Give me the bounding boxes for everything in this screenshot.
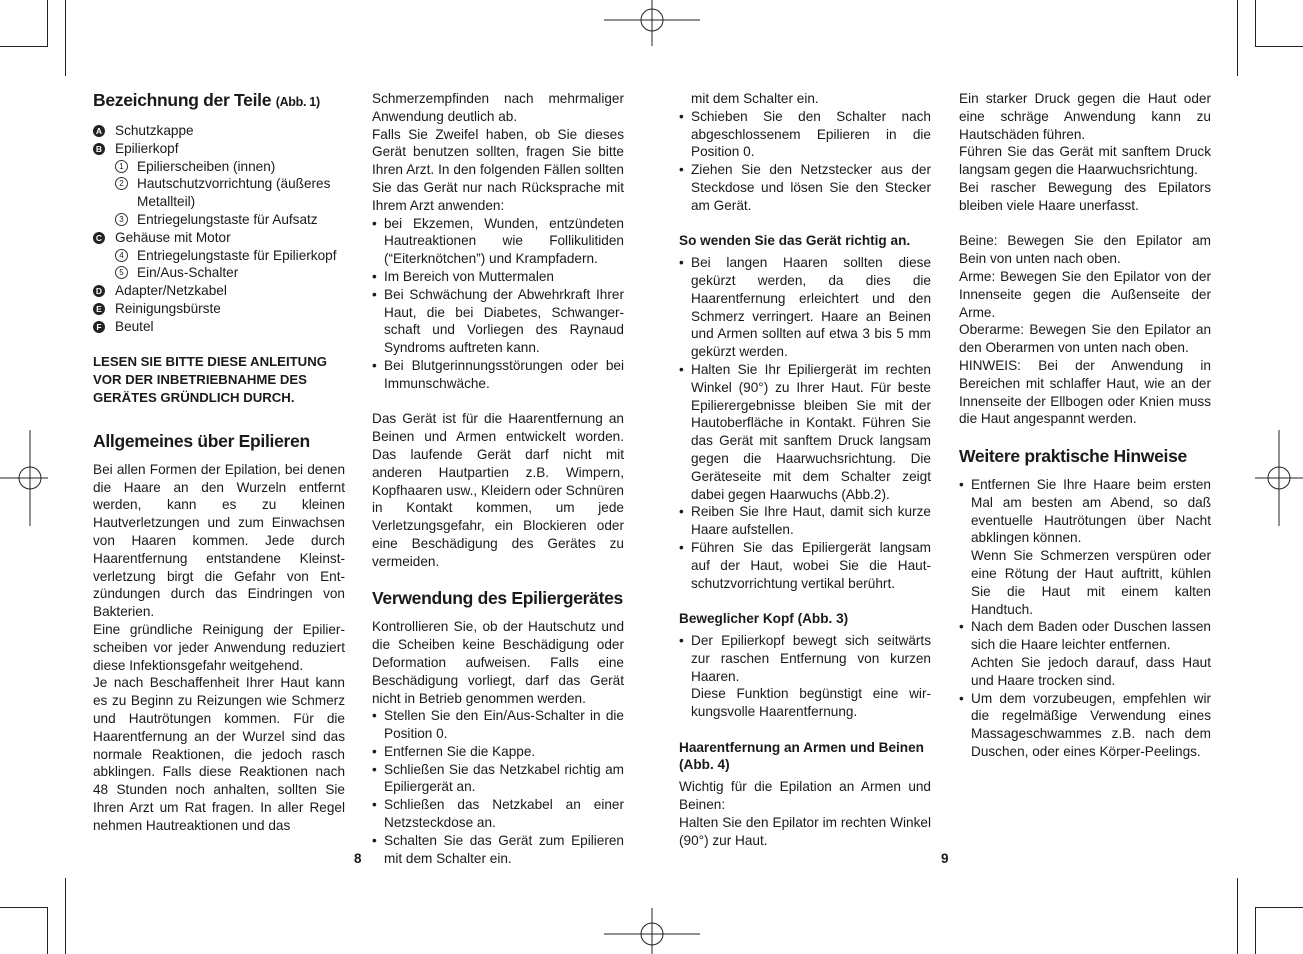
part-label: Schutzkappe (115, 123, 194, 138)
list-item: • Schalten Sie das Gerät zum Epilieren mit dem Schalter ein. (372, 832, 624, 868)
general-paragraph-2: Eine gründliche Reinigung der Epilier-scheiben vor jeder Anwendung reduziert diese Infektionsgefahr weitgehend. (93, 621, 345, 673)
paragraph: Arme: Bewegen Sie den Epilator von der Innenseite gegen die Außenseite der Arme. (959, 268, 1211, 320)
general-paragraph-3: Je nach Beschaffenheit Ihrer Haut kann es zu Beginn zu Reizungen wie Schmerz und Hautrötungen kommen. Für die Haarentfernung an der Wurzel sind das normale Reaktionen, die jedoch rasch abklingen. Falls diese Reaktionen nach 48 Stunden noch anhalten, sollten Sie Ihren Arzt um Rat fragen. In aller Regel nehmen Hautreaktionen und das (93, 675, 345, 833)
how-title: So wenden Sie das Gerät richtig an. (679, 233, 911, 249)
parts-title: Bezeichnung der Teile (Abb. 1) (93, 90, 320, 110)
registration-mark-bottom (604, 908, 700, 954)
contraindication-list (372, 215, 624, 393)
list-item: • Reiben Sie Ihre Haut, damit sich kurze Haare aufstellen. (679, 503, 931, 539)
part-label: Gehäuse mit Motor (115, 229, 231, 245)
list-item: • Schieben Sie den Schalter nach abgeschlossenem Epilieren in die Position 0. (679, 108, 931, 161)
general-title: Allgemeines über Epilieren (93, 430, 310, 451)
list-item: • Bei Blutgerinnungsstörungen oder bei Immunschwäche. (372, 357, 624, 393)
parts-list (93, 122, 345, 336)
column-4 (959, 90, 1211, 761)
paragraph: Halten Sie den Epilator im rechten Winkel (90°) zur Haut. (679, 814, 931, 848)
continued-text: mit dem Schalter ein. (691, 91, 819, 106)
list-item: • Nach dem Baden oder Duschen lassen sich die Haare leichter entfernen. Achten Sie jedoch darauf, dass Haut und Haare trocken sind. (959, 618, 1211, 689)
list-item: • Schließen das Netzkabel an einer Netzsteckdose an. (372, 796, 624, 832)
list-item: • Im Bereich von Muttermalen (372, 268, 624, 286)
paragraph: Beine: Bewegen Sie den Epilator am Bein von unten nach oben. (959, 233, 1211, 267)
column-1 (93, 90, 345, 834)
part-label: Entriegelungstaste für Epilierkopf (137, 247, 337, 263)
tips-title: Weitere praktische Hinweise (959, 445, 1187, 466)
letter-badge: B (93, 143, 105, 155)
paragraph: Oberarme: Bewegen Sie den Epilator an den Oberarmen von unten nach oben. (959, 322, 1211, 356)
parts-list-item (93, 318, 345, 336)
part-label: Adapter/Netzkabel (115, 283, 227, 299)
use-steps-list (372, 707, 624, 867)
number-circle: 4 (115, 249, 128, 262)
list-item: • bei Ekzemen, Wunden, entzündeten Hautreaktionen wie Follikulitiden (“Eiterknötchen”) und Krampfadern. (372, 215, 624, 268)
list-item: • Entfernen Sie die Kappe. (372, 743, 624, 761)
part-label: Epilierkopf (115, 140, 179, 156)
paragraph: Schmerzempfinden nach mehrmaliger Anwendung deutlich ab. (372, 91, 624, 124)
parts-list-item (93, 211, 345, 229)
list-item: • Bei langen Haaren sollten diese gekürzt werden, da dies die Haarentfernung erleichtert und den Schmerz verringert. Haare an Beinen und Armen sollten auf etwa 3 bis 5 mm gekürzt werden. (679, 254, 931, 361)
part-label: Beutel (115, 318, 154, 334)
head-title: Beweglicher Kopf (Abb. 3) (679, 611, 849, 627)
column-3 (679, 90, 931, 849)
tips-list (959, 476, 1211, 761)
list-item: • Halten Sie Ihr Epiliergerät im rechten Winkel (90°) zu Ihrer Haut. Für beste Epilierergebnisse bleiben Sie mit der Hautoberfläche in Kontakt. Führen Sie das Gerät mit sanftem Druck langsam gegen die Haarwuchsrichtung. Die Geräteseite mit dem Schalter zeigt dabei gegen Haarwuchs (Abb.2). (679, 361, 931, 503)
registration-mark-left (0, 430, 48, 526)
paragraph: Bei rascher Bewegung des Epilators bleiben viele Haare unerfasst. (959, 179, 1211, 213)
arms-title: Haarentfernung an Armen und Beinen (Abb. 4) (679, 739, 924, 773)
list-item: • Bei Schwächung der Abwehrkraft Ihrer Haut, die bei Diabetes, Schwanger-schaft und Vorliegen des Raynaud Syndroms auftreten kann. (372, 286, 624, 357)
paragraph: HINWEIS: Bei der Anwendung in Bereichen mit schlaffer Haut, wie an der Innenseite der Ellbogen oder Knien muss die Haut angespannt werden. (959, 357, 1211, 427)
part-label: Hautschutzvorrichtung (äußeres Metallteil) (137, 176, 331, 210)
paragraph: Ein starker Druck gegen die Haut oder eine schräge Anwendung kann zu Hautschäden führen. (959, 91, 1211, 142)
paragraph: Das Gerät ist für die Haarentfernung an Beinen und Armen entwickelt worden. Das laufende Gerät darf nicht mit anderen Hautpartien z.B. Wimpern, Kopfhaaren usw., Kleidern oder Schnüren in Kontakt kommen, um jede Verletzungsgefahr, ein Blockieren oder eine Beschädigung des Gerätes zu vermeiden. (372, 411, 624, 569)
parts-list-item (93, 158, 345, 176)
part-label: Entriegelungstaste für Aufsatz (137, 211, 318, 227)
parts-list-item (93, 300, 345, 318)
parts-list-item (93, 175, 345, 211)
registration-mark-top (604, 0, 700, 46)
list-item: • Stellen Sie den Ein/Aus-Schalter in die Position 0. (372, 707, 624, 743)
parts-list-item (93, 282, 345, 300)
column-2 (372, 90, 624, 867)
head-list (679, 632, 931, 721)
use-title: Verwendung des Epiliergerätes (372, 588, 623, 609)
paragraph: Wichtig für die Epilation an Armen und Beinen: (679, 779, 931, 813)
paragraph: Kontrollieren Sie, ob der Hautschutz und die Scheiben keine Beschädigung oder Deformation aufweisen. Falls eine Beschädigung vorliegt, darf das Gerät nicht in Betrieb genommen werden. (372, 619, 624, 706)
how-list (679, 254, 931, 592)
letter-badge: E (93, 303, 105, 315)
part-label: Ein/Aus-Schalter (137, 265, 239, 281)
number-circle: 1 (115, 160, 128, 173)
list-item: • Ziehen Sie den Netzstecker aus der Steckdose und lösen Sie den Stecker am Gerät. (679, 161, 931, 214)
number-circle: 5 (115, 266, 128, 279)
paragraph: Falls Sie Zweifel haben, ob Sie dieses Gerät benutzen sollten, fragen Sie bitte Ihren Arzt. In den folgenden Fällen sollten Sie das Gerät nur nach Rücksprache mit Ihrem Arzt anwenden: (372, 126, 624, 213)
list-item: • Um dem vorzubeugen, empfehlen wir die regelmäßige Verwendung eines Massageschwammes z.B. nach dem Duschen, oder eines Körper-Peelings. (959, 690, 1211, 761)
parts-list-item (93, 140, 345, 158)
page-number-right: 9 (941, 851, 949, 866)
steps-list (679, 108, 931, 215)
registration-mark-right (1255, 430, 1303, 526)
number-circle: 3 (115, 213, 128, 226)
letter-badge: A (93, 125, 105, 137)
part-label: Reinigungsbürste (115, 300, 221, 316)
parts-list-item (93, 264, 345, 282)
paragraph: Führen Sie das Gerät mit sanftem Druck langsam gegen die Haarwuchsrichtung. (959, 144, 1211, 178)
general-paragraph-1: Bei allen Formen der Epilation, bei denen die Haare an den Wurzeln entfernt werden, kann es zu kleinen Hautverletzungen und zum Einwachsen von Haaren kommen. Jede durch Haarentfernung entstandene Kleinst-verletzung birgt die Gefahr von Ent-zündungen durch das Eindringen von Bakterien. (93, 461, 345, 620)
list-item: • Entfernen Sie Ihre Haare beim ersten Mal am besten am Abend, so daß eventuelle Hautrötungen über Nacht abklingen können. Wenn Sie Schmerzen verspüren oder eine Rötung der Haut auftritt, kühlen Sie die Haut mit einem kalten Handtuch. (959, 476, 1211, 618)
list-item: • Schließen Sie das Netzkabel richtig am Epiliergerät an. (372, 761, 624, 797)
parts-list-item (93, 122, 345, 140)
number-circle: 2 (115, 177, 128, 190)
letter-badge: C (93, 232, 105, 244)
page-number-left: 8 (354, 851, 362, 866)
parts-list-item (93, 247, 345, 265)
letter-badge: F (93, 321, 105, 333)
list-item: • Der Epilierkopf bewegt sich seitwärts zur raschen Entfernung von kurzen Haaren. Diese Funktion begünstigt eine wir-kungsvolle Haarentfernung. (679, 632, 931, 721)
part-label: Epilierscheiben (innen) (137, 158, 276, 174)
letter-badge: D (93, 285, 105, 297)
warning-text: LESEN SIE BITTE DIESE ANLEITUNG VOR DER INBETRIEBNAHME DES GERÄTES GRÜNDLICH DURCH. (93, 354, 327, 405)
list-item: • Führen Sie das Epiliergerät langsam auf der Haut, wobei Sie die Haut-schutzvorrichtung vertikal berührt. (679, 539, 931, 592)
parts-list-item (93, 229, 345, 247)
